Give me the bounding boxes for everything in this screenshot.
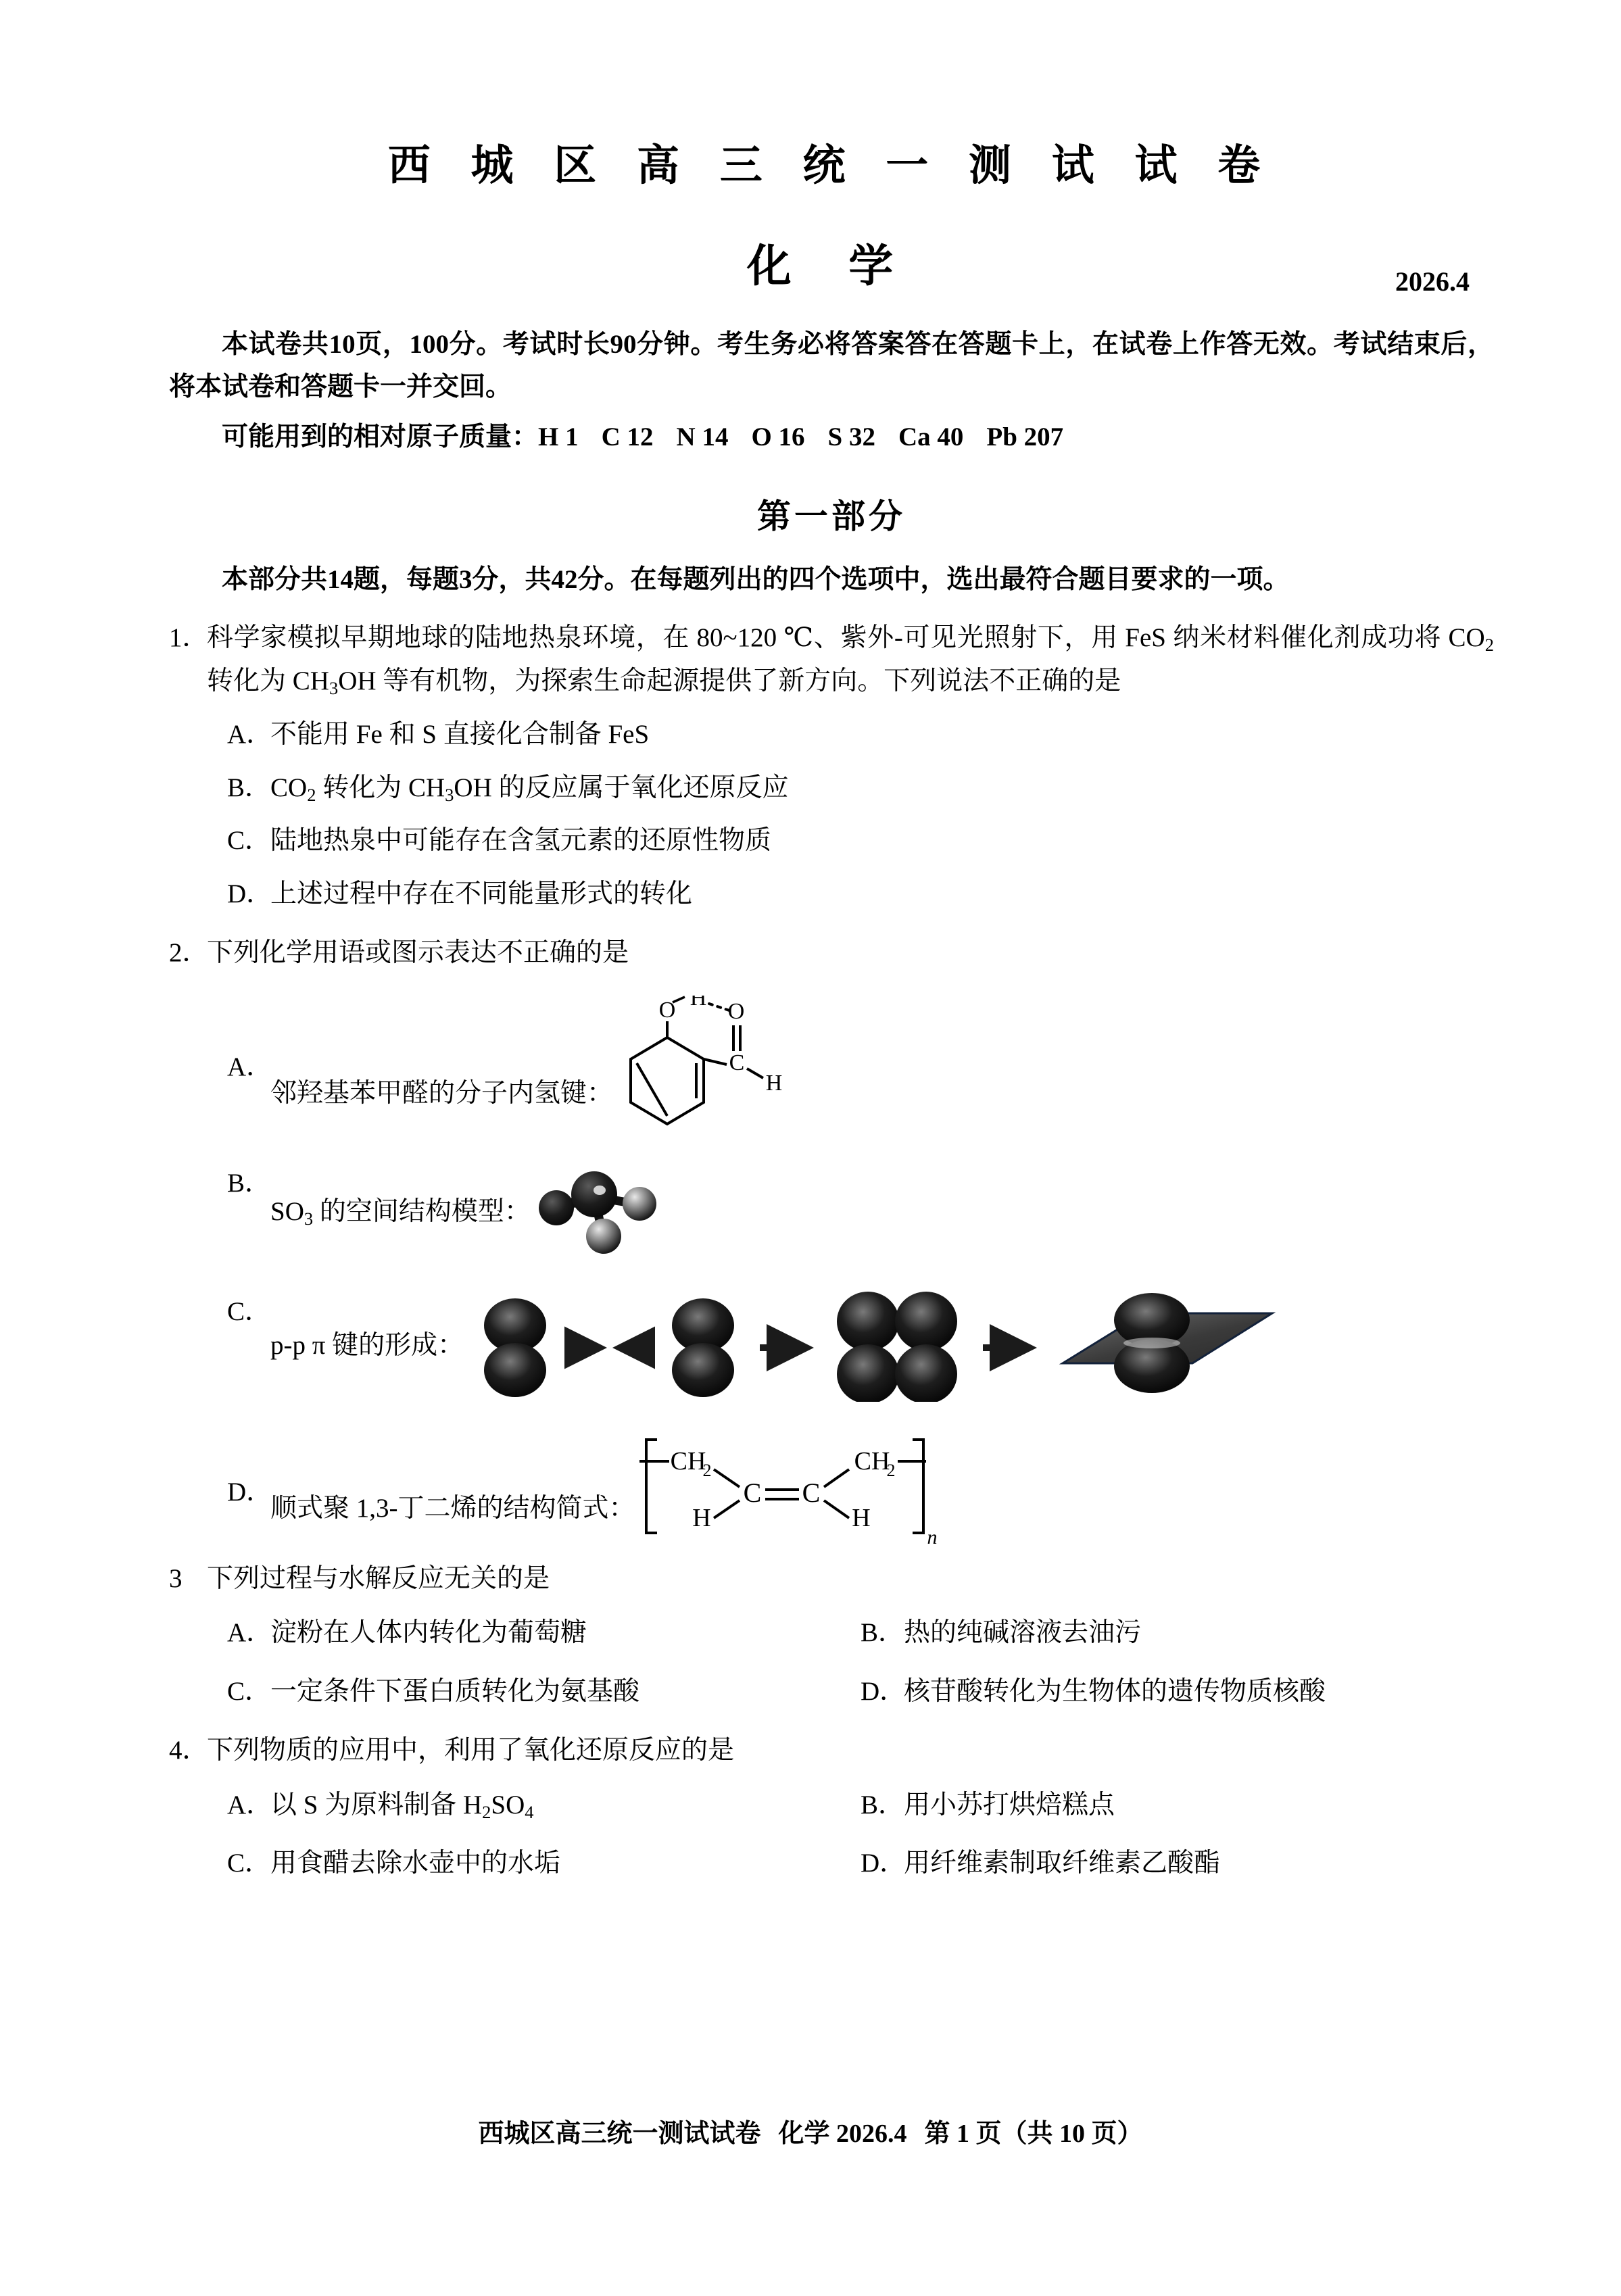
mass-s: S 32 [827,422,875,451]
option-3-A-label: A． [227,1618,273,1648]
opt1b-sub-b: 3 [445,784,454,805]
option-4-B-text: 用小苏打烘焙糕点 [904,1790,1115,1819]
opt4a-sub-b: 4 [525,1801,534,1822]
opt4a-pre: 以 S 为原料制备 H [270,1790,483,1819]
option-4-B[interactable] [861,1784,1494,1828]
opt1b-post: OH 的反应属于氧化还原反应 [454,773,789,802]
mass-h: H 1 [538,422,579,451]
option-4-D-text: 用纤维素制取纤维素乙酸酯 [904,1849,1221,1878]
option-3-B-label: B． [861,1618,905,1648]
option-3-A[interactable] [227,1611,861,1655]
part-one-note: 本部分共14题，每题3分，共42分。在每题列出的四个选项中，选出最符合题目要求的一项。 [222,565,1290,595]
page-content [169,0,1494,1886]
svg-text:O: O [727,998,745,1024]
option-1-A-label: A． [227,719,273,749]
opt1b-sub-a: 2 [307,784,316,805]
q1-part3: OH 等有机物，为探索生命起源提供了新方向。下列说法不正确的是 [338,666,1121,696]
svg-text:CH: CH [854,1446,890,1475]
option-3-B[interactable] [861,1611,1494,1655]
option-2-A-text: 邻羟基苯甲醛的分子内氢键： [270,1079,614,1108]
option-4-C-label: C． [227,1849,272,1878]
option-4-D[interactable] [861,1842,1494,1886]
relative-atomic-masses [169,416,1494,458]
question-4-number: 4． [169,1735,209,1765]
svg-text:H: H [689,995,707,1010]
option-2-A-label: A． [227,1052,273,1081]
q1-part1: 科学家模拟早期地球的陆地热泉环境，在 80~120 ℃、紫外-可见光照射下，用 FeS 纳米材料催化剂成功将 CO [207,622,1485,652]
svg-text:2: 2 [702,1460,711,1480]
footer-page-number: 第 1 页（共 10 页） [924,2120,1143,2148]
option-2-B-text [270,1190,531,1234]
page-title: 西 城 区 高 三 统 一 测 试 试 卷 [387,142,1276,189]
option-1-B[interactable] [169,766,1494,810]
svg-text:H: H [765,1070,783,1096]
option-2-D-label: D． [227,1477,273,1507]
question-3-number: 3 [169,1563,183,1593]
option-1-A-text: 不能用 Fe 和 S 直接化合制备 FeS [270,719,650,749]
svg-text:O: O [658,997,676,1023]
svg-text:CH: CH [670,1446,706,1475]
option-2-B-label: B． [227,1168,272,1198]
option-3-A-text: 淀粉在人体内转化为葡萄糖 [270,1618,587,1648]
question-1-options [169,713,1494,917]
option-3-C-label: C． [227,1677,272,1707]
part-one-title: 第一部分 [757,497,906,536]
question-3-options [169,1611,1494,1713]
instruction-paragraph: 本试卷共10页，100分。考试时长90分钟。考生务必将答案答在答题卡上，在试卷上作答无效。考试结束后，将本试卷和答题卡一并交回。 [169,329,1494,401]
opt2b-pre: SO [270,1197,304,1227]
svg-text:H: H [692,1503,711,1532]
footer-school: 西城区高三统一测试试卷 [478,2120,761,2148]
option-2-A[interactable] [169,996,1494,1143]
question-3-text: 下列过程与水解反应无关的是 [207,1563,550,1593]
opt2b-sub: 3 [304,1208,314,1229]
option-2-C-text: p-p π 键的形成： [270,1330,464,1360]
question-4-options [169,1784,1494,1886]
q1-part2: 转化为 CH [207,666,329,696]
option-4-A-text [270,1784,534,1828]
cis-polybutadiene-icon [639,1432,937,1548]
svg-text:C: C [729,1050,745,1075]
opt4a-mid: SO [491,1790,525,1819]
footer-subject-date: 化学 2026.4 [778,2120,907,2148]
question-1-stem [169,616,1494,704]
option-3-D[interactable] [861,1670,1494,1714]
option-4-D-label: D． [861,1849,906,1878]
option-3-C[interactable] [227,1670,861,1714]
question-4-text: 下列物质的应用中，利用了氧化还原反应的是 [207,1735,735,1765]
mass-ca: Ca 40 [898,422,964,451]
question-2-stem [169,931,1494,975]
option-4-A-label: A． [227,1790,273,1819]
option-4-A[interactable] [227,1784,861,1828]
mass-n: N 14 [676,422,729,451]
option-3-B-text: 热的纯碱溶液去油污 [904,1618,1142,1648]
question-3 [169,1557,1494,1714]
question-2-number: 2． [169,937,209,967]
svg-text:n: n [927,1525,937,1548]
q1-sub2: 3 [329,678,339,699]
opt4a-sub-a: 2 [482,1801,491,1822]
option-1-A[interactable] [169,713,1494,757]
mass-c: C 12 [601,422,654,451]
mass-pb: Pb 207 [986,422,1064,451]
question-3-stem [169,1557,1494,1601]
question-1-text [207,616,1494,704]
pp-pi-bond-formation-icon [468,1290,1286,1402]
question-4-stem [169,1729,1494,1773]
option-1-C-text: 陆地热泉中可能存在含氢元素的还原性物质 [270,826,772,856]
option-1-D[interactable] [169,873,1494,917]
svg-text:2: 2 [886,1460,895,1480]
svg-text:C: C [802,1477,820,1508]
opt1b-mid: 转化为 CH [316,773,445,802]
option-2-D[interactable] [169,1432,1494,1548]
option-3-D-label: D． [861,1677,906,1707]
svg-text:C: C [743,1477,761,1508]
opt2b-post: 的空间结构模型： [313,1197,531,1227]
option-1-D-text: 上述过程中存在不同能量形式的转化 [270,879,693,909]
option-2-D-text: 顺式聚 1,3-丁二烯的结构简式： [270,1494,635,1523]
option-1-C[interactable] [169,819,1494,863]
so3-ball-stick-model-icon [535,1162,663,1263]
option-4-C-text: 用食醋去除水壶中的水垢 [270,1849,561,1878]
option-1-D-label: D． [227,879,273,909]
subject-title: 化 学 [746,241,917,291]
question-4 [169,1729,1494,1886]
option-1-B-label: B． [227,773,272,802]
q1-sub1: 2 [1484,634,1494,655]
page-footer [0,2112,1621,2149]
option-2-B[interactable] [169,1162,1494,1263]
salicylaldehyde-h-bond-icon [617,996,786,1143]
option-1-C-label: C． [227,826,272,856]
subject-row [169,230,1494,300]
question-2 [169,931,1494,1548]
option-4-B-label: B． [861,1790,905,1819]
opt1b-pre: CO [270,773,308,802]
option-3-C-text: 一定条件下蛋白质转化为氨基酸 [270,1677,640,1707]
mass-o: O 16 [751,422,805,451]
option-2-C[interactable] [169,1290,1494,1402]
option-2-C-label: C． [227,1296,272,1326]
option-4-C[interactable] [227,1842,861,1886]
exam-date: 2026.4 [1395,266,1470,297]
question-1-number: 1． [169,622,209,652]
svg-text:H: H [851,1503,871,1532]
question-1 [169,616,1494,917]
option-1-B-text [270,766,1494,810]
option-3-D-text: 核苷酸转化为生物体的遗传物质核酸 [904,1677,1326,1707]
masses-label: 可能用到的相对原子质量： [222,422,539,451]
question-2-text: 下列化学用语或图示表达不正确的是 [207,937,629,967]
